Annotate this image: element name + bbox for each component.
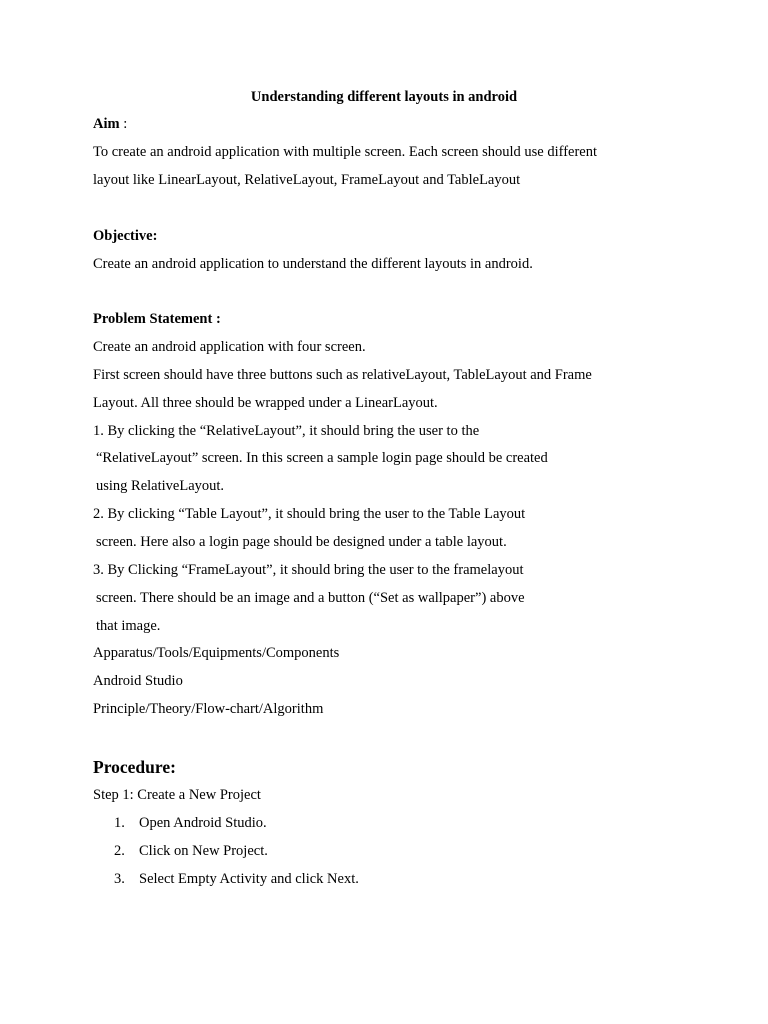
- list-item-text: Click on New Project.: [139, 843, 268, 859]
- problem-line: 1. By clicking the “RelativeLayout”, it should bring the user to the: [93, 423, 480, 439]
- list-item: [114, 842, 268, 860]
- list-item-number: 3.: [114, 871, 125, 887]
- problem-line: “RelativeLayout” screen. In this screen a sample login page should be created: [96, 450, 548, 466]
- principle-heading: Principle/Theory/Flow-chart/Algorithm: [93, 701, 324, 717]
- aim-line: [93, 115, 127, 133]
- problem-line: 2. By clicking “Table Layout”, it should bring the user to the Table Layout: [93, 506, 526, 522]
- document-title: Understanding different layouts in android: [250, 89, 518, 105]
- problem-line: Create an android application with four screen.: [93, 339, 366, 355]
- aim-colon: :: [119, 116, 128, 132]
- objective-text: Create an android application to understand the different layouts in android.: [93, 256, 533, 272]
- aim-heading: Aim: [93, 116, 120, 132]
- problem-line: screen. There should be an image and a button (“Set as wallpaper”) above: [96, 590, 525, 606]
- problem-line: Layout. All three should be wrapped under a LinearLayout.: [93, 395, 438, 411]
- aim-text-line-2: layout like LinearLayout, RelativeLayout, FrameLayout and TableLayout: [93, 172, 521, 188]
- apparatus-text: Android Studio: [93, 673, 183, 689]
- problem-line: First screen should have three buttons such as relativeLayout, TableLayout and Frame: [93, 367, 592, 383]
- problem-line: using RelativeLayout.: [96, 478, 225, 494]
- problem-line: that image.: [96, 618, 161, 634]
- list-item-text: Select Empty Activity and click Next.: [139, 871, 359, 887]
- list-item-text: Open Android Studio.: [139, 815, 267, 831]
- problem-line: screen. Here also a login page should be designed under a table layout.: [96, 534, 507, 550]
- aim-text-line-1: To create an android application with multiple screen. Each screen should use different: [93, 144, 598, 160]
- apparatus-heading: Apparatus/Tools/Equipments/Components: [93, 645, 340, 661]
- list-item-number: 2.: [114, 843, 125, 859]
- list-item: [114, 870, 359, 888]
- objective-heading: Objective:: [93, 228, 158, 244]
- list-item: [114, 814, 267, 832]
- list-item-number: 1.: [114, 815, 125, 831]
- problem-statement-heading: Problem Statement :: [93, 311, 221, 327]
- step-1-label: Step 1: Create a New Project: [93, 787, 261, 803]
- procedure-heading: Procedure:: [93, 757, 176, 777]
- problem-line: 3. By Clicking “FrameLayout”, it should bring the user to the framelayout: [93, 562, 524, 578]
